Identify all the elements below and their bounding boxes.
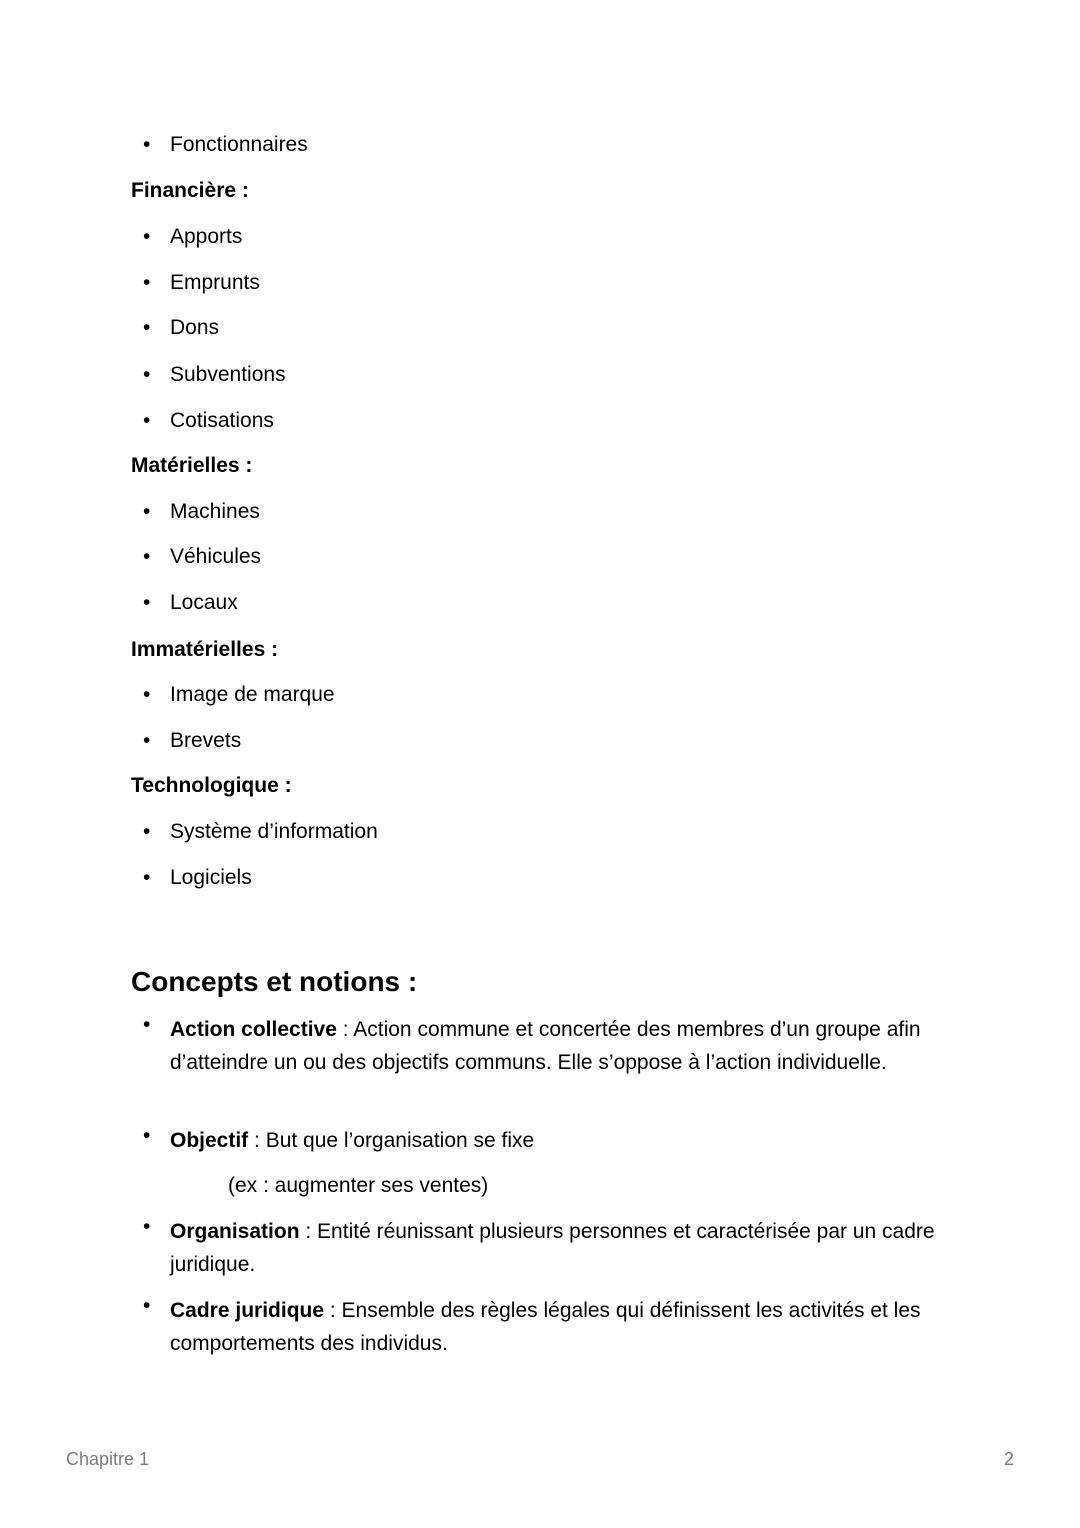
section-title: Concepts et notions : [131,966,418,997]
list-item: Subventions [170,363,286,386]
bullet-icon: • [143,1124,151,1147]
concept-objectif: Objectif : But que l’organisation se fixe [170,1129,535,1152]
bullet-icon: • [143,545,151,568]
page-number: 2 [1004,1449,1015,1469]
list-item: Brevets [170,729,242,752]
category-heading-materielles: Matérielles : [131,454,253,477]
concept-organisation: Organisation : Entité réunissant plusieurs personnes et caractérisée par un cadre juridique. [170,1220,935,1276]
bullet-icon: • [143,683,151,706]
bullet-icon: • [143,500,151,523]
bullet-icon: • [143,1013,151,1036]
list-item: Véhicules [170,545,262,568]
list-item: Locaux [170,591,238,614]
list-item: Système d’information [170,820,378,843]
bullet-icon: • [143,316,151,339]
list-item: Image de marque [170,683,335,706]
concept-term: Objectif [170,1129,249,1152]
bullet-icon: • [143,225,151,248]
list-item: Apports [170,225,243,248]
list-item: Cotisations [170,409,274,432]
footer-chapter: Chapitre 1 [66,1449,150,1469]
concept-definition: Ensemble des règles légales qui définissent les activités et les comportements des individus. [170,1299,921,1355]
list-item: Emprunts [170,271,260,294]
bullet-icon: • [143,1215,151,1238]
list-item: Machines [170,500,260,523]
concept-definition: Action commune et concertée des membres d’un groupe afin d’atteindre un ou des objectifs communs. Elle s’oppose à l’action individuelle. [170,1018,921,1074]
concept-term: Action collective [170,1018,337,1041]
bullet-icon: • [143,1294,151,1317]
concept-term: Organisation [170,1220,300,1243]
concept-definition: Entité réunissant plusieurs personnes et caractérisée par un cadre juridique. [170,1220,935,1276]
list-item: Logiciels [170,866,252,889]
bullet-icon: • [143,409,151,432]
concept-definition: But que l’organisation se fixe [265,1129,535,1152]
list-item: Dons [170,316,220,339]
concept-example: (ex : augmenter ses ventes) [228,1174,489,1197]
bullet-icon: • [143,729,151,752]
concept-cadre-juridique: Cadre juridique : Ensemble des règles légales qui définissent les activités et les comportements des individus. [170,1299,921,1355]
concept-action-collective: Action collective : Action commune et concertée des membres d’un groupe afin d’atteindre un ou des objectifs communs. Elle s’oppose à l’action individuelle. [170,1018,921,1074]
category-heading-technologique: Technologique : [131,774,292,797]
bullet-icon: • [143,133,151,156]
concept-term: Cadre juridique [170,1299,325,1322]
category-heading-immaterielles: Immatérielles : [131,638,279,661]
bullet-icon: • [143,363,151,386]
category-heading-financiere: Financière : [131,179,249,202]
bullet-icon: • [143,591,151,614]
bullet-icon: • [143,866,151,889]
bullet-icon: • [143,820,151,843]
bullet-icon: • [143,271,151,294]
list-item: Fonctionnaires [170,133,308,156]
